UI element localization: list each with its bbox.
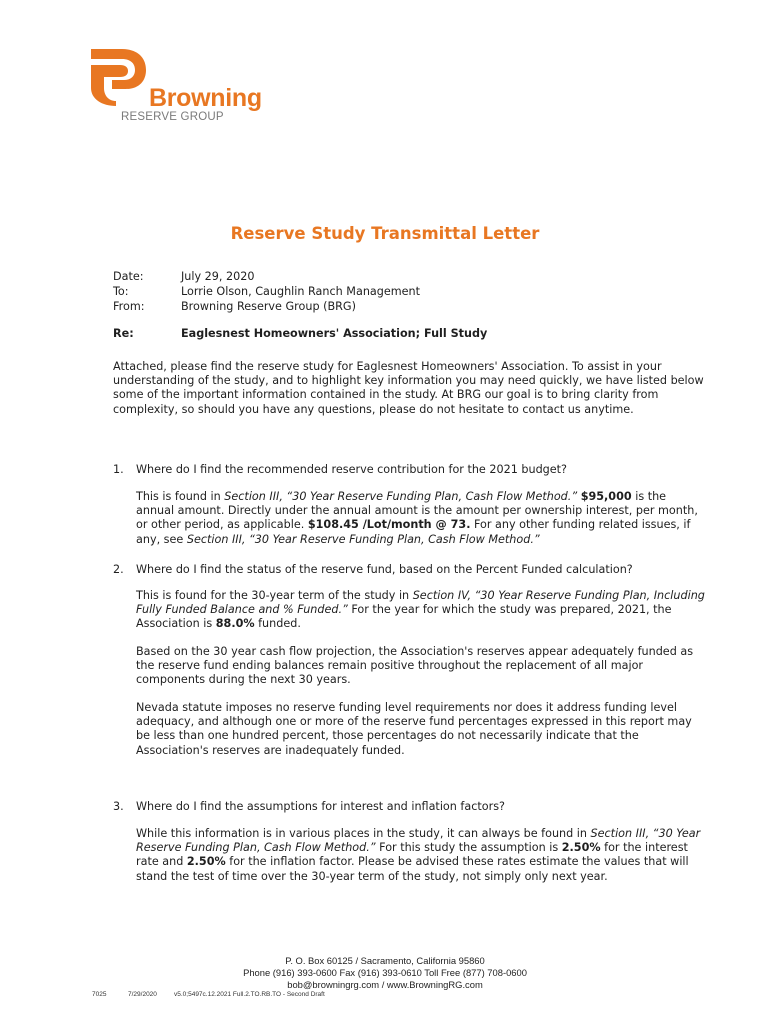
per-lot-amount: $108.45 /Lot/month @ 73. [307, 518, 471, 532]
letter-title: Reserve Study Transmittal Letter [230, 224, 540, 243]
answer-2-paragraph-2: Based on the 30 year cash flow projection, the Association's reserves appear adequately funded as the reserve fund ending balances remain positive throughout the replacement of all major components during the next 30 years. [136, 645, 694, 687]
brand-subtitle: RESERVE GROUP [121, 111, 224, 123]
answer-1-text: This is found in [136, 490, 225, 503]
answer-2-section-ref: Section IV, “30 Year Reserve Funding Plan, Including Fully Funded Balance and % Funded.” [136, 589, 705, 617]
answer-2-text-3: funded. [254, 617, 301, 631]
footer-phone: Phone (916) 393-0600 Fax (916) 393-0610 Toll Free (877) 708-0600 [243, 967, 527, 978]
footer-address: P. O. Box 60125 / Sacramento, California 95860 [285, 955, 485, 966]
inflation-factor: 2.50% [186, 855, 226, 869]
re-label: Re: [113, 327, 134, 340]
answer-3-text-4: for the inflation factor. Please be advised these rates estimate the values that will stand the test of time over the 30-year term of the study, not simply only next year. [136, 855, 689, 883]
answer-3-section-ref: Section III, “30 Year Reserve Funding Plan, Cash Flow Method.” [136, 827, 701, 855]
answer-3-text-2: For this study the assumption is [375, 841, 562, 855]
answer-1-text-2: is the annual amount. Directly under the annual amount is the amount per ownership interest, per month, or other period, as applicable. [136, 490, 698, 532]
intro-paragraph: Attached, please find the reserve study for Eaglesnest Homeowners' Association. To assist in your understanding of the study, and to highlight key information you may need quickly, we have listed below some of the important information contained in the study. At BRG our goal is to bring clarity from complexity, so should you have any questions, please do not hesitate to contact us anytime. [113, 360, 704, 416]
interest-rate: 2.50% [561, 841, 601, 855]
answer-2-text: This is found for the 30-year term of the study in [136, 589, 413, 602]
date-value: July 29, 2020 [181, 270, 255, 283]
date-label: Date: [113, 270, 144, 283]
question-1: Where do I find the recommended reserve contribution for the 2021 budget? [136, 463, 567, 476]
from-label: From: [113, 300, 145, 313]
question-3: Where do I find the assumptions for interest and inflation factors? [136, 800, 505, 813]
to-label: To: [113, 285, 129, 298]
answer-2 [136, 589, 706, 632]
footer-reference: v5.0;5497c.12.2021 Full.2.TO.RB.TO - Second Draft [174, 991, 325, 998]
annual-amount: $95,000 [580, 490, 632, 503]
answer-3-text-3: for the interest rate and [136, 841, 688, 869]
brand-name: Browning [149, 84, 262, 112]
footer-contact: bob@browningrg.com / www.BrowningRG.com [287, 979, 483, 990]
re-value: Eaglesnest Homeowners' Association; Full Study [181, 327, 488, 340]
answer-1 [136, 490, 706, 546]
from-value: Browning Reserve Group (BRG) [181, 300, 356, 313]
answer-2-paragraph-3: Nevada statute imposes no reserve funding level requirements nor does it address funding level adequacy, and although one or more of the reserve fund percentages expressed in this report may be less than one hundred percent, those percentages do not necessarily indicate that the Association's reserves are inadequately funded. [136, 701, 692, 757]
question-2-number: 2. [113, 563, 124, 576]
footer-code: 7025 [92, 991, 107, 998]
percent-funded: 88.0% [215, 617, 255, 631]
to-value: Lorrie Olson, Caughlin Ranch Management [181, 285, 421, 298]
answer-1-section-ref: Section III, “30 Year Reserve Funding Plan, Cash Flow Method.” [224, 490, 578, 503]
question-3-number: 3. [113, 800, 124, 813]
footer-date: 7/29/2020 [128, 991, 157, 998]
answer-3 [136, 827, 706, 884]
answer-2-text-2: For the year for which the study was prepared, 2021, the Association is [136, 603, 672, 631]
browning-logo-icon [90, 44, 146, 106]
question-2: Where do I find the status of the reserve fund, based on the Percent Funded calculation? [136, 563, 633, 576]
answer-3-text: While this information is in various places in the study, it can always be found in [136, 827, 591, 840]
answer-1-section-ref-2: Section III, “30 Year Reserve Funding Plan, Cash Flow Method.” [186, 532, 540, 546]
question-1-number: 1. [113, 463, 124, 476]
answer-1-text-3: For any other funding related issues, if any, see [136, 518, 691, 546]
